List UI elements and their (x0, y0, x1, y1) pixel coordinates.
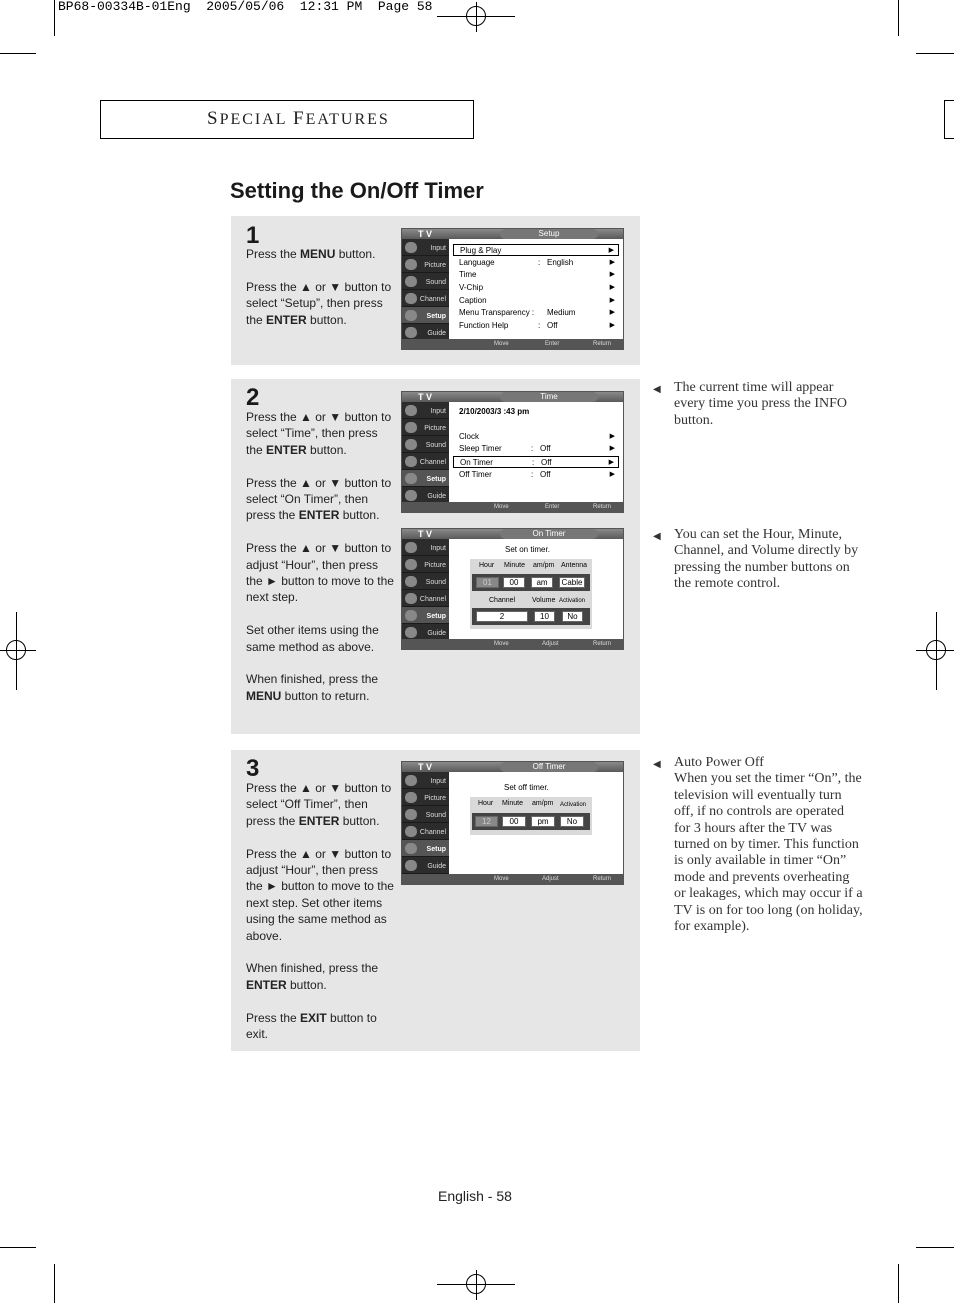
crop-mark (54, 1264, 55, 1303)
channel-icon (405, 826, 417, 837)
tv-sidebar-input: Input (402, 539, 449, 556)
note-arrow-icon: ◀ (653, 759, 661, 770)
tv-sidebar-input: Input (402, 402, 449, 419)
channel-icon (405, 293, 417, 304)
note-arrow-icon: ◀ (653, 531, 661, 542)
tv-sidebar (402, 772, 449, 874)
tv-sidebar-channel: Channel (402, 453, 449, 470)
menu-row: Off Timer : Off ▶ (459, 470, 615, 479)
tv-screen-off-timer (401, 761, 624, 885)
step-instructions: Press the ▲ or ▼ button to select “Time”, then press the ENTER button. Press the ▲ or ▼ button to select “On Timer”, then press the ENTER button. Press the ▲ or ▼ button to adjust “Hour”, then press the ► button to move to the next step. Set other items using the same method as above. When finished, press the MENU button to return. (246, 410, 394, 703)
tv-screen-on-timer (401, 528, 624, 650)
setup-icon (405, 310, 417, 321)
crop-mark (916, 53, 954, 54)
hour-field: 01 (476, 577, 499, 588)
picture-icon (405, 792, 417, 803)
crop-mark (0, 53, 36, 54)
field-label: Channel (489, 597, 516, 604)
tv-sidebar-sound: Sound (402, 273, 449, 290)
tv-footer: Move Enter Return (402, 502, 623, 512)
tv-footer: Move Adjust Return (402, 874, 623, 884)
minute-field: 00 (503, 577, 525, 588)
tv-sidebar-sound: Sound (402, 573, 449, 590)
tv-sidebar-guide: Guide (402, 324, 449, 341)
tv-sidebar-picture: Picture (402, 789, 449, 806)
sound-icon (405, 809, 417, 820)
tv-screen-setup (401, 228, 624, 350)
step-number: 1 (246, 222, 260, 249)
sound-icon (405, 439, 417, 450)
setup-icon (405, 610, 417, 621)
guide-icon (405, 327, 417, 338)
sound-icon (405, 276, 417, 287)
section-header: SPECIAL FEATURES (100, 100, 474, 139)
field-label: Activation (559, 598, 586, 604)
menu-row: Function Help : Off ▶ (459, 321, 615, 330)
menu-row-selected: On Timer : Off ▶ (453, 456, 619, 468)
menu-row: Clock ▶ (459, 432, 615, 441)
activation-field: No (562, 611, 583, 622)
field-label: Antenna (561, 562, 588, 569)
side-note: ◀ You can set the Hour, Minute, Channel, and Volume directly by pressing the number buttons on the remote control. (653, 527, 859, 592)
activation-field: No (560, 816, 584, 827)
field-label: Volume (532, 597, 556, 604)
tv-sidebar-input: Input (402, 239, 449, 256)
print-header: BP68-00334B-01Eng 2005/05/06 12:31 PM Page 58 (58, 0, 433, 14)
input-icon (405, 242, 417, 253)
page-title: Setting the On/Off Timer (230, 178, 484, 203)
step-number: 3 (246, 755, 260, 782)
setup-icon (405, 473, 417, 484)
tv-sidebar (402, 539, 449, 641)
crop-mark (898, 0, 899, 36)
tv-sidebar-guide: Guide (402, 487, 449, 504)
crop-mark (916, 1247, 954, 1248)
input-icon (405, 775, 417, 786)
antenna-field: Cable (559, 577, 585, 588)
tv-sidebar-picture: Picture (402, 419, 449, 436)
tv-sidebar-channel: Channel (402, 590, 449, 607)
tv-sidebar-sound: Sound (402, 806, 449, 823)
timer-caption: Set on timer. (505, 545, 550, 554)
tv-footer: Move Adjust Return (402, 639, 623, 649)
tv-sidebar-input: Input (402, 772, 449, 789)
tv-title-bar: T V Time (402, 392, 623, 402)
tv-sidebar-setup: Setup (402, 607, 449, 624)
note-arrow-icon: ◀ (653, 384, 661, 395)
tv-sidebar-channel: Channel (402, 823, 449, 840)
field-label: Hour (478, 800, 494, 807)
tv-title-bar: T V On Timer (402, 529, 623, 539)
tv-title-bar: T V Off Timer (402, 762, 623, 772)
tv-sidebar-setup: Setup (402, 840, 449, 857)
menu-row: Sleep Timer : Off ▶ (459, 444, 615, 453)
ampm-field: am (531, 577, 553, 588)
menu-row: Time ▶ (459, 270, 615, 279)
menu-row: V-Chip ▶ (459, 283, 615, 292)
tv-sidebar-sound: Sound (402, 436, 449, 453)
channel-field: 2 (476, 611, 528, 622)
tv-sidebar-guide: Guide (402, 624, 449, 641)
tv-title-bar: T V Setup (402, 229, 623, 239)
ampm-field: pm (531, 816, 555, 827)
registration-mark (466, 6, 486, 26)
tv-sidebar-picture: Picture (402, 556, 449, 573)
tv-screen-time (401, 391, 624, 513)
crop-mark (0, 1247, 36, 1248)
tv-sidebar-guide: Guide (402, 857, 449, 874)
minute-field: 00 (502, 816, 526, 827)
volume-field: 10 (534, 611, 555, 622)
picture-icon (405, 259, 417, 270)
field-label: Hour (479, 562, 495, 569)
menu-row: Plug & Play ▶ (453, 244, 619, 256)
tv-sidebar (402, 239, 449, 341)
registration-mark (926, 640, 946, 660)
input-icon (405, 405, 417, 416)
field-label: am/pm (533, 562, 555, 569)
picture-icon (405, 422, 417, 433)
section-tab (944, 100, 954, 139)
step-number: 2 (246, 384, 260, 411)
side-note: ◀ The current time will appear every time you press the INFO button. (653, 380, 848, 428)
tv-sidebar-setup: Setup (402, 470, 449, 487)
crop-mark (898, 1264, 899, 1303)
timer-caption: Set off timer. (504, 783, 549, 792)
picture-icon (405, 559, 417, 570)
sound-icon (405, 576, 417, 587)
tv-sidebar-channel: Channel (402, 290, 449, 307)
registration-mark (466, 1274, 486, 1294)
menu-row: Menu Transparency : Medium ▶ (459, 308, 615, 317)
tv-sidebar-picture: Picture (402, 256, 449, 273)
channel-icon (405, 593, 417, 604)
registration-mark (6, 640, 26, 660)
menu-row: Caption ▶ (459, 296, 615, 305)
channel-icon (405, 456, 417, 467)
hour-field: 12 (475, 816, 498, 827)
field-label: am/pm (532, 800, 554, 807)
field-label: Activation (560, 802, 587, 808)
menu-row: Language : English ▶ (459, 258, 615, 267)
field-label: Minute (502, 800, 524, 807)
step-instructions: Press the MENU button. Press the ▲ or ▼ button to select “Setup”, then press the ENTER button. (246, 247, 392, 327)
crop-mark (54, 0, 55, 36)
field-label: Minute (504, 562, 526, 569)
guide-icon (405, 627, 417, 638)
step-instructions: Press the ▲ or ▼ button to select “Off Timer”, then press the ENTER button. Press the ▲ or ▼ button to adjust “Hour”, then press the ► button to move to the next step. Set other items using the same method as above. When finished, press the ENTER button. Press the EXIT button to exit. (246, 781, 394, 1042)
input-icon (405, 542, 417, 553)
side-note: ◀ Auto Power Off When you set the timer “On”, the television will eventually turn off, if no controls are operated for 3 hours after the TV was turned on by timer. This function is only available in timer “On” mode and prevents overheating or leakages, which may occur if a TV is on for too long (on holiday, for example). (653, 755, 863, 935)
guide-icon (405, 490, 417, 501)
tv-sidebar (402, 402, 449, 504)
guide-icon (405, 860, 417, 871)
tv-sidebar-setup: Setup (402, 307, 449, 324)
tv-footer: Move Enter Return (402, 339, 623, 349)
page-number: English - 58 (438, 1188, 512, 1204)
setup-icon (405, 843, 417, 854)
clock-readout: 2/10/2003/3 :43 pm (459, 407, 530, 416)
